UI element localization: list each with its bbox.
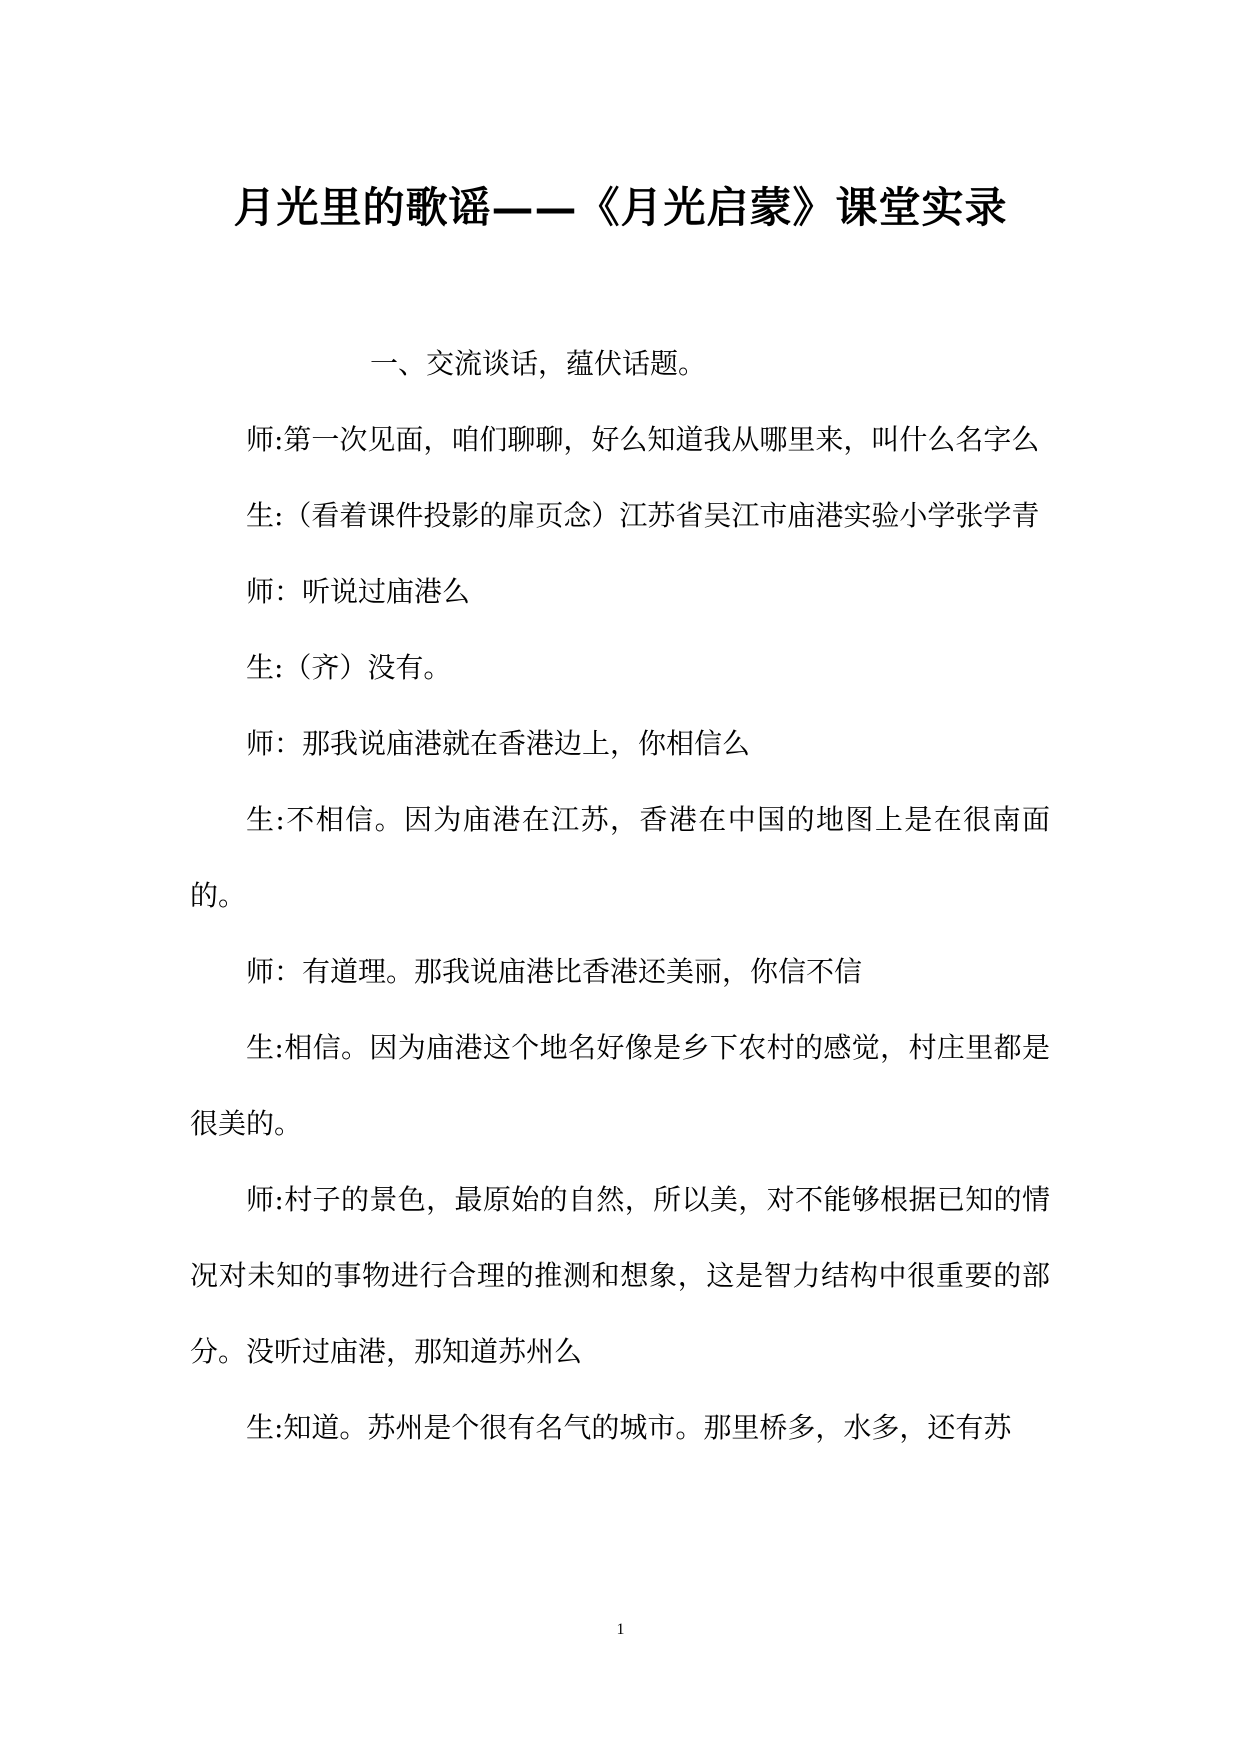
page-title: 月光里的歌谣——《月光启蒙》课堂实录 xyxy=(233,183,1008,233)
paragraph: 生:不相信。因为庙港在江苏，香港在中国的地图上是在很南面的。 xyxy=(190,803,1050,912)
paragraph: 生:（看着课件投影的扉页念）江苏省吴江市庙港实验小学张学青 xyxy=(246,499,1040,532)
paragraph: 师:第一次见面，咱们聊聊，好么知道我从哪里来，叫什么名字么 xyxy=(246,423,1040,456)
page-number: 1 xyxy=(616,1621,625,1638)
paragraph: 师：听说过庙港么 xyxy=(246,575,471,608)
document-body xyxy=(190,326,1050,1466)
paragraph: 师：那我说庙港就在香港边上，你相信么 xyxy=(246,727,751,760)
paragraph: 师：有道理。那我说庙港比香港还美丽，你信不信 xyxy=(246,955,863,988)
paragraph: 生:知道。苏州是个很有名气的城市。那里桥多，水多，还有苏 xyxy=(246,1411,1012,1444)
paragraph: 生:（齐）没有。 xyxy=(246,651,452,684)
section-heading: 一、交流谈话，蕴伏话题。 xyxy=(370,347,707,380)
paragraph: 生:相信。因为庙港这个地名好像是乡下农村的感觉，村庄里都是很美的。 xyxy=(190,1031,1050,1140)
paragraph: 师:村子的景色，最原始的自然，所以美，对不能够根据已知的情况对未知的事物进行合理的推测和想象，这是智力结构中很重要的部分。没听过庙港，那知道苏州么 xyxy=(190,1183,1050,1368)
